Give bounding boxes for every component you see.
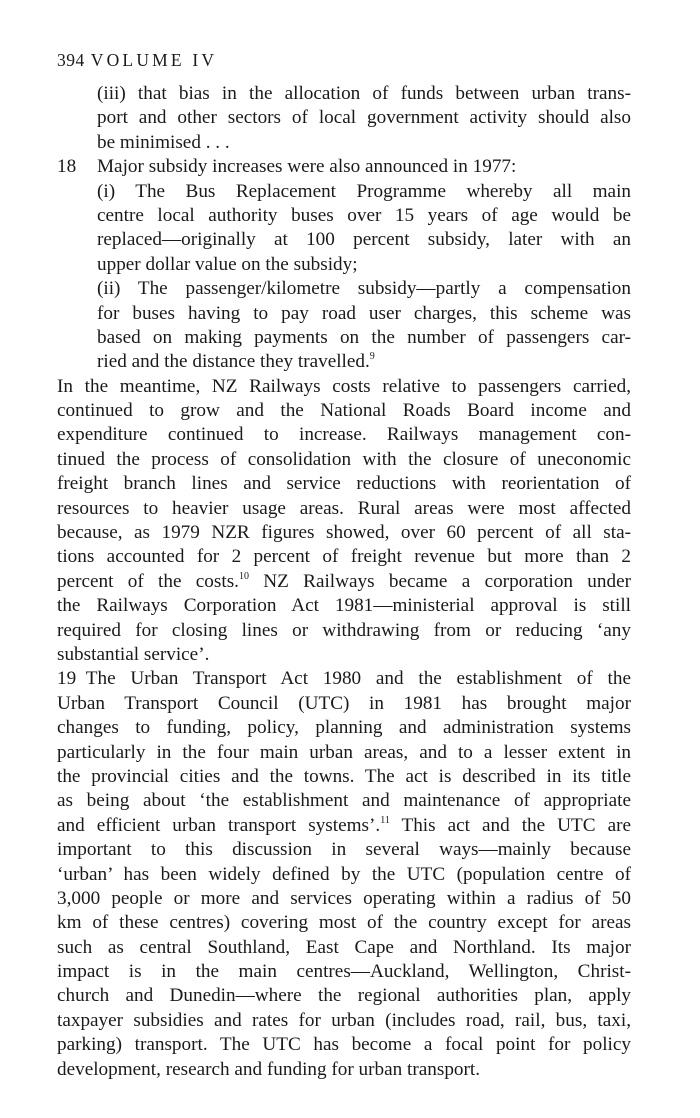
text-line: expenditure continued to increase. Railways management con- [57,424,631,446]
text-segment: percent of the costs. [57,570,239,592]
text-line: centre local authority buses over 15 years of age would be [97,204,631,226]
text-line [57,155,631,179]
text-segment: and efficient urban transport systems’. [57,814,381,836]
text-line: based on making payments on the number of passengers car- [97,326,631,348]
text-line: because, as 1979 NZR figures showed, over 60 percent of all sta- [57,522,631,544]
text-line: the Railways Corporation Act 1981—ministerial approval is still [57,595,631,617]
text-line: Urban Transport Council (UTC) in 1981 has brought major [57,692,631,714]
running-head [57,50,631,71]
text-line: taxpayer subsidies and rates for urban (includes road, rail, bus, taxi, [57,1009,631,1031]
text-line: ‘urban’ has been widely defined by the UTC (population centre of [57,863,631,885]
text-line: (i) The Bus Replacement Programme whereby all main [97,180,631,202]
volume-label: VOLUME IV [90,50,218,70]
text-line: port and other sectors of local government activity should also [97,107,631,129]
text-line: tions accounted for 2 percent of freight revenue but more than 2 [57,546,631,568]
text-line [57,667,631,691]
text-line: upper dollar value on the subsidy; [97,253,358,275]
quoted-list-block [57,82,631,155]
text-line [57,570,631,594]
text-line: freight branch lines and service reductions with reorientation of [57,473,631,495]
paragraph-number: 18 [57,156,77,178]
text-line: particularly in the four main urban areas, and to a lesser extent in [57,741,631,763]
text-line: development, research and funding for urban transport. [57,1058,481,1080]
text-line: km of these centres) covering most of the country except for areas [57,912,631,934]
text-segment: The Urban Transport Act 1980 and the establishment of the [85,668,631,690]
text-line: be minimised . . . [97,131,230,153]
text-segment: NZ Railways became a corporation under [248,570,631,592]
text-line [57,350,631,374]
paragraph-18 [57,155,631,375]
text-line: 3,000 people or more and services operating within a radius of 50 [57,887,631,909]
text-line: for buses having to pay road user charges, this scheme was [97,302,631,324]
text-line: tinued the process of consolidation with the closure of uneconomic [57,448,631,470]
text-line: continued to grow and the National Roads Board income and [57,400,631,422]
text-line [57,814,631,838]
text-line: (iii) that bias in the allocation of funds between urban trans- [97,83,631,104]
text-line: In the meantime, NZ Railways costs relative to passengers carried, [57,375,631,397]
document-page [57,50,631,1082]
text-line: changes to funding, policy, planning and administration systems [57,717,631,739]
text-line: church and Dunedin—where the regional authorities plan, apply [57,985,631,1007]
page-number: 394 [57,50,85,70]
text-line: parking) transport. The UTC has become a focal point for policy [57,1034,631,1056]
text-line: (ii) The passenger/kilometre subsidy—partly a compensation [97,278,631,300]
text-line: replaced—originally at 100 percent subsidy, later with an [97,229,631,251]
text-line: the provincial cities and the towns. The act is described in its title [57,765,631,787]
text-line: required for closing lines or withdrawing from or reducing ‘any [57,619,631,641]
paragraph-number: 19 [57,668,77,690]
paragraph-meantime [57,375,631,668]
paragraph-19 [57,667,631,1082]
text-segment: ried and the distance they travelled. [97,351,370,373]
text-line: important to this discussion in several ways—mainly because [57,839,631,861]
footnote-ref: 10 [238,570,249,582]
text-line: as being about ‘the establishment and maintenance of appropriate [57,790,631,812]
text-segment: This act and the UTC are [389,814,631,836]
text-line: resources to heavier usage areas. Rural areas were most affected [57,497,631,519]
text-line: substantial service’. [57,643,210,665]
text-line: impact is in the main centres—Auckland, Wellington, Christ- [57,961,631,983]
footnote-ref: 9 [369,351,375,363]
text-line: such as central Southland, East Cape and Northland. Its major [57,936,631,958]
footnote-ref: 11 [380,814,390,826]
paragraph-intro: Major subsidy increases were also announced in 1977: [97,156,517,178]
